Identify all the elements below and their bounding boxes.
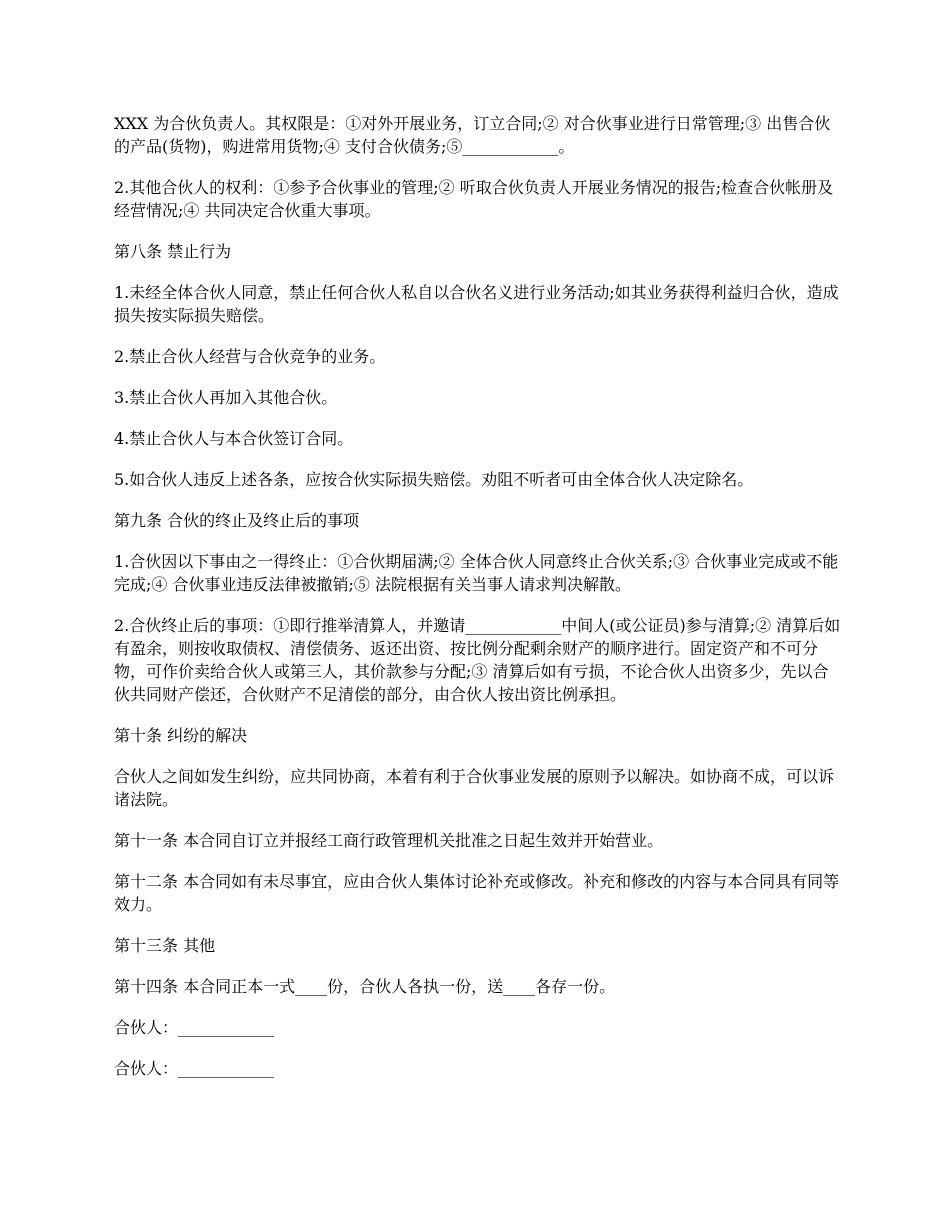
paragraph-article-12: 第十二条 本合同如有未尽事宜，应由合伙人集体讨论补充或修改。补充和修改的内容与本合同具有同等效力。 bbox=[114, 872, 840, 914]
paragraph-termination-causes: 1.合伙因以下事由之一得终止：①合伙期届满;② 全体合伙人同意终止合伙关系;③ 合伙事业完成或不能完成;④ 合伙事业违反法律被撤销;⑤ 法院根据有关当事人请求判决解散。 bbox=[114, 552, 839, 594]
paragraph-prohibition-3: 3.禁止合伙人再加入其他合伙。 bbox=[114, 388, 338, 407]
heading-article-13: 第十三条 其他 bbox=[114, 936, 216, 955]
paragraph-termination-matters: 2.合伙终止后的事项：①即行推举清算人，并邀请____________中间人(或公证员)参与清算;② 清算后如有盈余，则按收取债权、清偿债务、返还出资、按比例分配剩余财产的顺序进行。固定资产和不可分物，可作价卖给合伙人或第三人，其价款参与分配;③ 清算后如有亏损，不论合伙人出资多少，先以合伙共同财产偿还，合伙财产不足清偿的部分，由合伙人按出资比例承担。 bbox=[114, 616, 841, 704]
signature-line-partner-2: 合伙人：____________ bbox=[114, 1059, 275, 1078]
document-page bbox=[114, 112, 844, 1098]
heading-article-9: 第九条 合伙的终止及终止后的事项 bbox=[114, 511, 360, 530]
heading-article-8: 第八条 禁止行为 bbox=[114, 242, 232, 261]
heading-article-10: 第十条 纠纷的解决 bbox=[114, 726, 248, 745]
paragraph-manager-powers: XXX 为合伙负责人。其权限是：①对外开展业务，订立合同;② 对合伙事业进行日常管理;③ 出售合伙的产品(货物)，购进常用货物;④ 支付合伙债务;⑤____________。 bbox=[114, 114, 831, 156]
paragraph-prohibition-4: 4.禁止合伙人与本合伙签订合同。 bbox=[114, 429, 354, 448]
paragraph-prohibition-1: 1.未经全体合伙人同意，禁止任何合伙人私自以合伙名义进行业务活动;如其业务获得利益归合伙，造成损失按实际损失赔偿。 bbox=[114, 283, 839, 325]
paragraph-partner-rights: 2.其他合伙人的权利：①参予合伙事业的管理;② 听取合伙负责人开展业务情况的报告;检查合伙帐册及经营情况;④ 共同决定合伙重大事项。 bbox=[114, 178, 834, 220]
paragraph-article-11: 第十一条 本合同自订立并报经工商行政管理机关批准之日起生效并开始营业。 bbox=[114, 831, 664, 850]
paragraph-prohibition-5: 5.如合伙人违反上述各条，应按合伙实际损失赔偿。劝阻不听者可由全体合伙人决定除名。 bbox=[114, 470, 754, 489]
paragraph-prohibition-2: 2.禁止合伙人经营与合伙竞争的业务。 bbox=[114, 347, 386, 366]
signature-line-partner-1: 合伙人：____________ bbox=[114, 1018, 275, 1037]
paragraph-dispute-resolution: 合伙人之间如发生纠纷，应共同协商，本着有利于合伙事业发展的原则予以解决。如协商不成，可以诉诸法院。 bbox=[114, 767, 835, 809]
paragraph-article-14: 第十四条 本合同正本一式____份，合伙人各执一份，送____各存一份。 bbox=[114, 977, 616, 996]
